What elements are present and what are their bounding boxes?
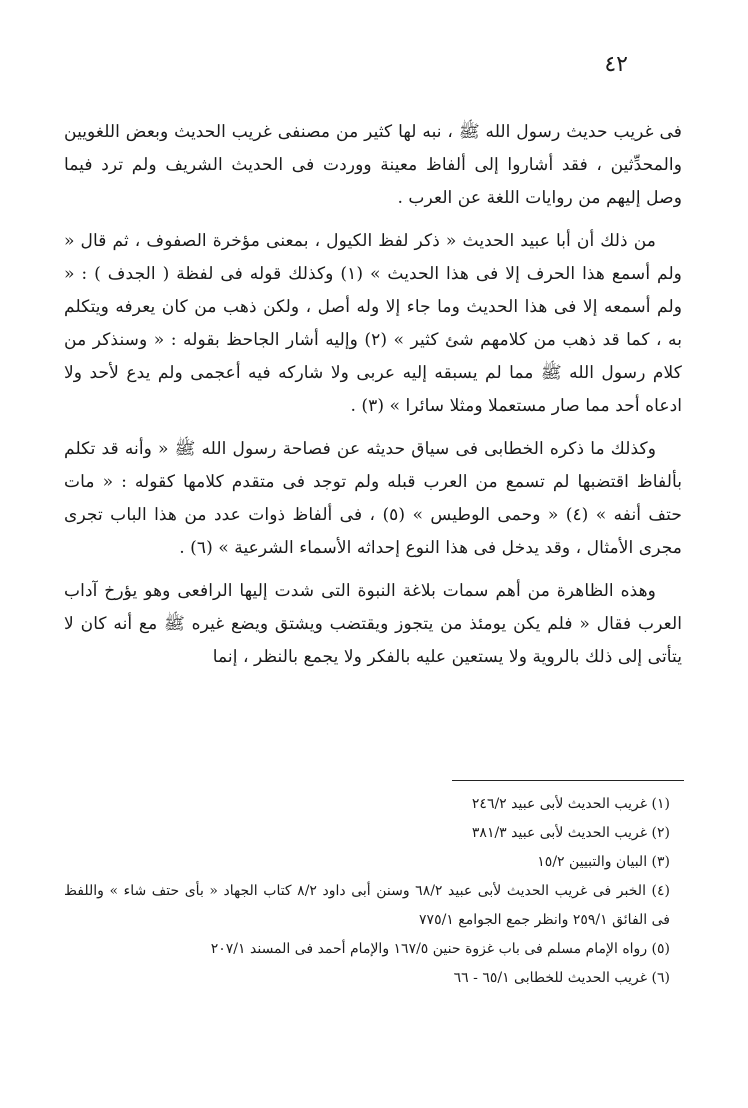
paragraph: وهذه الظاهرة من أهم سمات بلاغة النبوة التى شدت إليها الرافعى وهو يؤرخ آداب العرب فقال « فلم يكن يومئذ من يتجوز ويقتضب ويشتق ويضع غيره ﷺ مع أنه كان لا يتأتى إلى ذلك بالروية ولا يستعين عليه بالفكر ولا يجمع بالنظر ، إنما (64, 581, 682, 667)
page-number: ٤٢ (604, 52, 628, 77)
paragraph: من ذلك أن أبا عبيد الحديث « ذكر لفظ الكيول ، بمعنى مؤخرة الصفوف ، ثم قال « ولم أسمع هذا الحرف إلا فى هذا الحديث » (١) وكذلك قوله فى لفظة ( الجدف ) : « ولم أسمعه إلا فى هذا الحديث وما جاء إلا وله أصل ، ولكن ذهب من كان يعرفه ويتكلم به ، كما قد ذهب من كلامهم شئ كثير » (٢) وإليه أشار الجاحظ بقوله : « وسنذكر من كلام رسول الله ﷺ مما لم يسبقه إليه عربى ولا شاركه فيه أعجمى ولم يدع لأحد ولا ادعاه أحد مما صار مستعملا ومثلا سائرا » (٣) . (64, 231, 682, 416)
footnote-divider (452, 780, 684, 781)
paragraph: فى غريب حديث رسول الله ﷺ ، نبه لها كثير من مصنفى غريب الحديث وبعض اللغويين والمحدِّثين ، فقد أشاروا إلى ألفاظ معينة ووردت فى الحديث الشريف ولم ترد فيما وصل إليهم من روايات اللغة عن العرب . (64, 122, 682, 208)
footnote: (٢) غريب الحديث لأبى عبيد ٣٨١/٣ (471, 825, 670, 841)
paragraph: وكذلك ما ذكره الخطابى فى سياق حديثه عن فصاحة رسول الله ﷺ « وأنه قد تكلم بألفاظ اقتضبها لم تسمع من العرب قبله ولم توجد فى متقدم كلامها كقوله : « مات حتف أنفه » (٤) « وحمى الوطيس » (٥) ، فى ألفاظ ذوات عدد من هذا الباب تجرى مجرى الأمثال ، وقد يدخل فى هذا النوع إحداثه الأسماء الشرعية » (٦) . (64, 439, 682, 558)
footnote: (٣) البيان والتبيين ١٥/٢ (537, 854, 670, 870)
main-text (64, 116, 682, 684)
footnote: (١) غريب الحديث لأبى عبيد ٢٤٦/٢ (471, 796, 670, 812)
footnote: (٥) رواه الإمام مسلم فى باب غزوة حنين ١٦٧/٥ والإمام أحمد فى المسند ٢٠٧/١ (210, 941, 670, 957)
footnote: (٤) الخبر فى غريب الحديث لأبى عبيد ٦٨/٢ وسنن أبى داود ٨/٢ كتاب الجهاد « بأى حتف شاء » واللفظ فى الفائق ٢٥٩/١ وانظر جمع الجوامع ٧٧٥/١ (64, 883, 670, 928)
footnote: (٦) غريب الحديث للخطابى ٦٥/١ - ٦٦ (453, 970, 670, 986)
footnotes (64, 790, 682, 993)
